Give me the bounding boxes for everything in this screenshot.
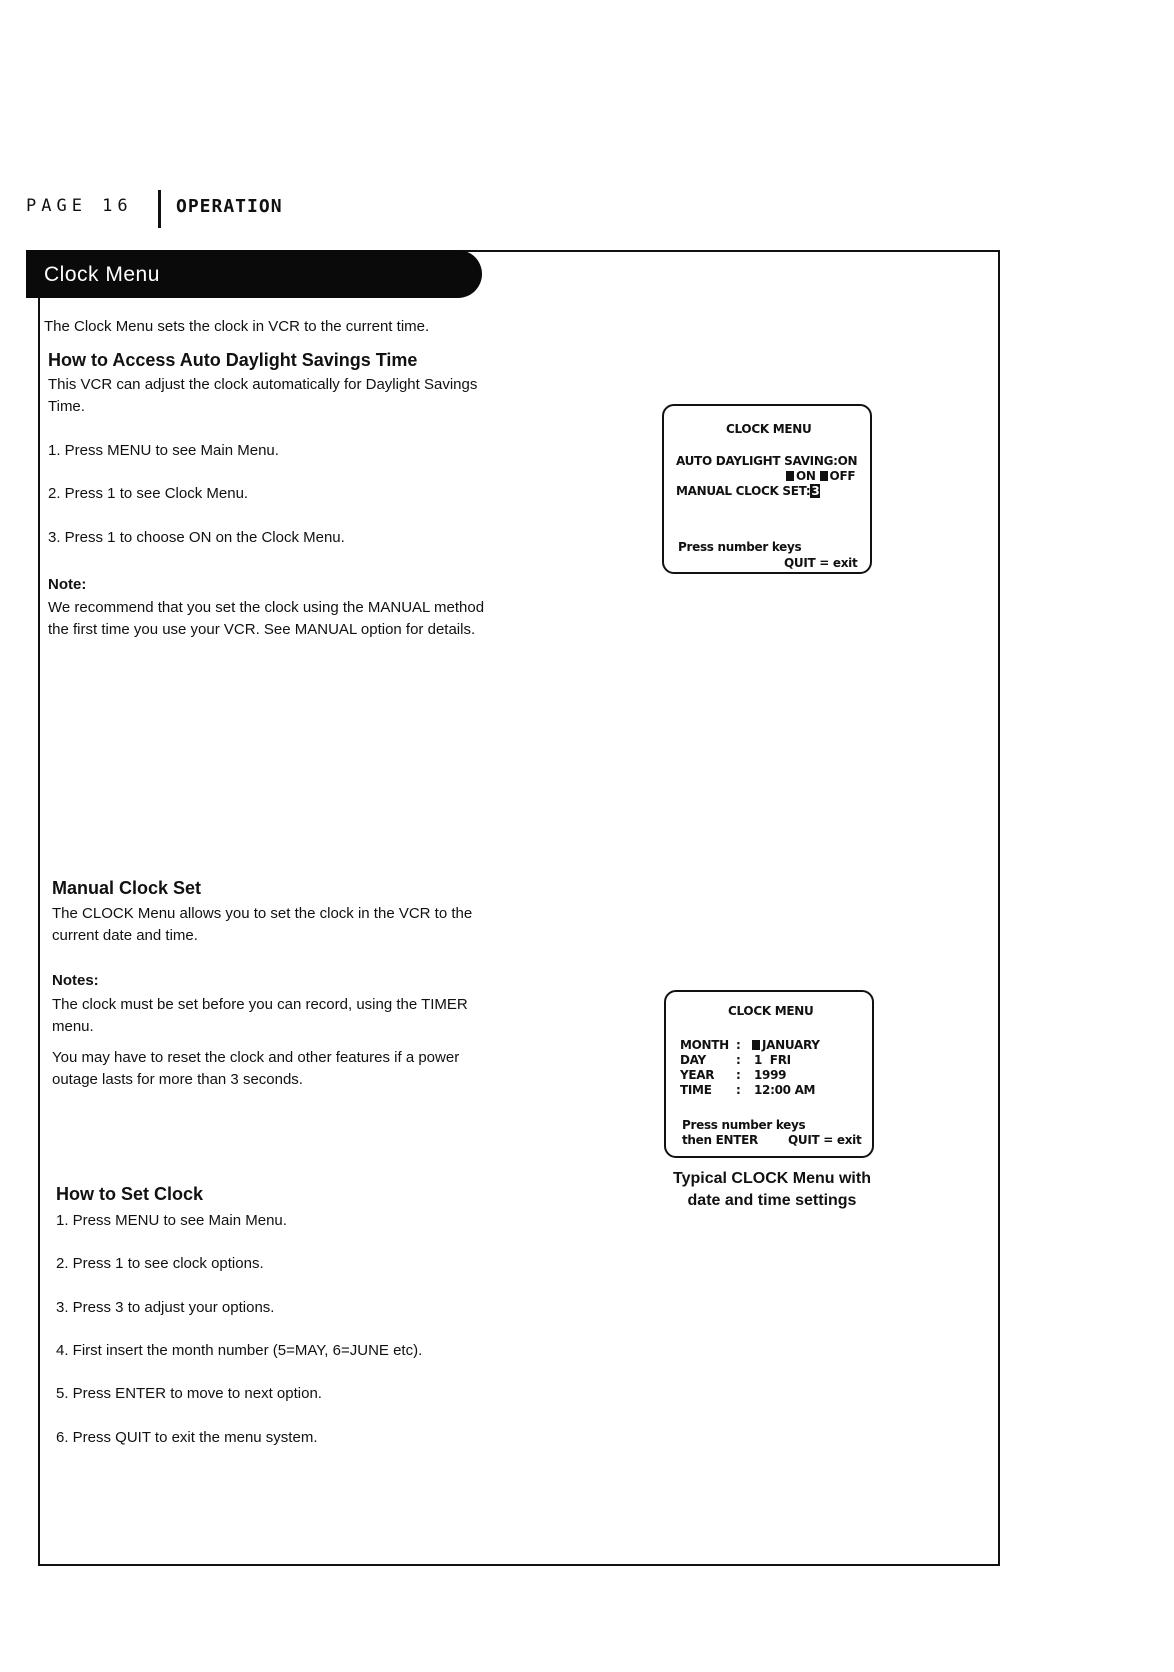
set-clock-step-1: 1. Press MENU to see Main Menu. <box>56 1212 287 1229</box>
auto-dst-step-2: 2. Press 1 to see Clock Menu. <box>48 485 249 502</box>
auto-dst-heading: How to Access Auto Daylight Savings Time <box>48 350 418 370</box>
header-divider <box>158 190 161 228</box>
note1-line1: The clock must be set before you can record, using the TIMER <box>52 996 468 1013</box>
osd2-hint1: Press number keys <box>682 1118 806 1132</box>
osd2-year-label: YEAR <box>680 1068 715 1082</box>
osd1-manual-set <box>676 484 820 498</box>
osd1-hint: Press number keys <box>678 540 802 554</box>
set-clock-step-4: 4. First insert the month number (5=MAY, 6=JUNE etc). <box>56 1342 423 1359</box>
note-label: Note: <box>48 576 87 593</box>
note-line2: the first time you use your VCR. See MANUAL option for details. <box>48 621 476 638</box>
osd2-month-label: MONTH <box>680 1038 729 1052</box>
osd1-opt-on: ON <box>796 469 816 483</box>
osd2-time-sep: : <box>736 1083 741 1097</box>
manual-desc-line2: current date and time. <box>52 927 198 944</box>
caption-line2: date and time settings <box>687 1192 857 1209</box>
osd2-month-sep: : <box>736 1038 741 1052</box>
osd2-quit: QUIT = exit <box>788 1133 862 1147</box>
clock-menu-screen-date <box>664 990 874 1158</box>
note1-line2: menu. <box>52 1018 94 1035</box>
osd2-cursor <box>752 1040 760 1050</box>
note-line1: We recommend that you set the clock using the MANUAL method <box>48 599 485 616</box>
osd1-auto-dst: AUTO DAYLIGHT SAVING:ON <box>676 454 858 468</box>
figure-caption <box>662 1168 882 1212</box>
osd1-on-marker <box>786 471 794 481</box>
osd2-time-label: TIME <box>680 1083 712 1097</box>
manual-desc-line1: The CLOCK Menu allows you to set the clock in the VCR to the <box>52 905 473 922</box>
caption-line1: Typical CLOCK Menu with <box>673 1170 871 1187</box>
osd1-off-marker <box>820 471 828 481</box>
osd1-options <box>786 469 855 483</box>
manual-heading: Manual Clock Set <box>52 878 202 898</box>
osd2-month-text: JANUARY <box>762 1038 820 1052</box>
osd2-day-sep: : <box>736 1053 741 1067</box>
set-clock-heading: How to Set Clock <box>56 1184 204 1204</box>
osd2-title: CLOCK MENU <box>728 1004 814 1018</box>
osd1-quit: QUIT = exit <box>784 556 858 570</box>
auto-dst-desc-line2: Time. <box>48 398 85 415</box>
osd2-hint2: then ENTER <box>682 1133 759 1147</box>
set-clock-step-5: 5. Press ENTER to move to next option. <box>56 1385 322 1402</box>
notes-label: Notes: <box>52 972 99 989</box>
intro-text: The Clock Menu sets the clock in VCR to the current time. <box>44 318 430 335</box>
section-title: Clock Menu <box>44 263 160 286</box>
osd2-day-label: DAY <box>680 1053 706 1067</box>
auto-dst-desc-line1: This VCR can adjust the clock automatically for Daylight Savings <box>48 376 478 393</box>
auto-dst-step-3: 3. Press 1 to choose ON on the Clock Menu. <box>48 529 345 546</box>
osd2-time-value: 12:00 AM <box>754 1083 816 1097</box>
set-clock-step-3: 3. Press 3 to adjust your options. <box>56 1299 275 1316</box>
note2-line2: outage lasts for more than 3 seconds. <box>52 1071 303 1088</box>
osd2-month-value <box>752 1038 820 1052</box>
auto-dst-step-1: 1. Press MENU to see Main Menu. <box>48 442 279 459</box>
set-clock-step-6: 6. Press QUIT to exit the menu system. <box>56 1429 318 1446</box>
set-clock-step-2: 2. Press 1 to see clock options. <box>56 1255 264 1272</box>
osd1-cursor: 3 <box>811 484 820 498</box>
osd2-year-value: 1999 <box>754 1068 787 1082</box>
note2-line1: You may have to reset the clock and other features if a power <box>52 1049 460 1066</box>
clock-menu-screen-dst <box>662 404 872 574</box>
osd2-day-value: 1 FRI <box>754 1053 791 1067</box>
page-number: PAGE 16 <box>26 196 133 216</box>
osd1-title: CLOCK MENU <box>726 422 812 436</box>
osd2-year-sep: : <box>736 1068 741 1082</box>
osd1-opt-off: OFF <box>829 469 856 483</box>
section-label: OPERATION <box>176 196 283 217</box>
osd1-manual-label: MANUAL CLOCK SET: <box>676 484 811 498</box>
